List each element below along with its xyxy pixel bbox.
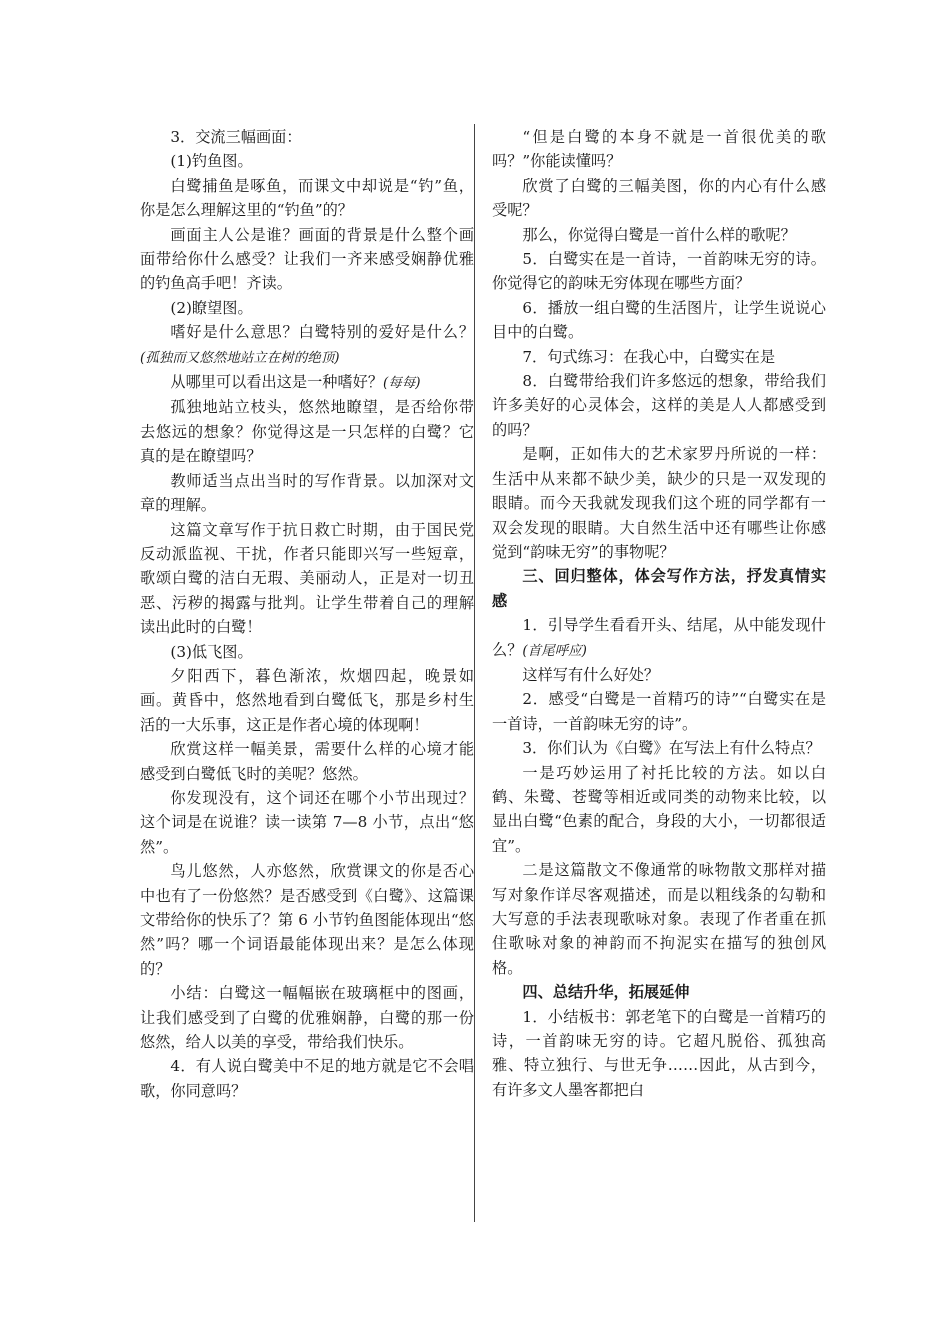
- paragraph-text: 嗜好是什么意思？白鹭特别的爱好是什么？: [170, 323, 474, 342]
- paragraph: 这篇文章写作于抗日救亡时期，由于国民党反动派监视、干扰，作者只能即兴写一些短章，歌颂白鹭的洁白无瑕、美丽动人，正是对一切丑恶、污秽的揭露与批判。让学生带着自己的理解读出此时的白鹭！: [140, 520, 474, 637]
- paragraph: 欣赏了白鹭的三幅美图，你的内心有什么感受呢？: [492, 176, 826, 220]
- paragraph: 7．句式练习：在我心中，白鹭实在是: [522, 347, 776, 366]
- paragraph: 二是这篇散文不像通常的咏物散文那样对描写对象作详尽客观描述，而是以粗线条的勾勒和大写意的手法表现歌咏对象。表现了作者重在抓住歌咏对象的神韵而不拘泥实在描写的独创风格。: [492, 861, 826, 977]
- paragraph: 4．有人说白鹭美中不足的地方就是它不会唱歌，你同意吗？: [140, 1057, 474, 1100]
- paragraph: [140, 320, 474, 370]
- paragraph-text: 1．引导学生看看开头、结尾，从中能发现什么？: [492, 616, 826, 659]
- answer-note: (首尾呼应): [522, 642, 587, 659]
- paragraph: 这样写有什么好处？: [522, 665, 660, 684]
- paragraph: 2．感受“白鹭是一首精巧的诗”“白鹭实在是一首诗，一首韵味无穷的诗”。: [492, 690, 826, 733]
- paragraph: 画面主人公是谁？画面的背景是什么整个画面带给你什么感受？让我们一齐来感受娴静优雅的钓鱼高手吧！齐读。: [140, 225, 474, 293]
- section-heading: 三、回归整体，体会写作方法，抒发真情实感: [492, 567, 826, 610]
- paragraph: 6．播放一组白鹭的生活图片，让学生说说心目中的白鹭。: [492, 298, 826, 342]
- paragraph: 你发现没有，这个词还在哪个小节出现过？这个词是在说谁？读一读第 7—8 小节，点出“悠然”。: [140, 788, 474, 856]
- column-divider: [474, 124, 475, 1222]
- paragraph: 夕阳西下，暮色渐浓，炊烟四起，晚景如画。黄昏中，悠然地看到白鹭低飞，那是乡村生活的一大乐事，这正是作者心境的体现啊！: [140, 666, 474, 734]
- paragraph: [492, 613, 826, 663]
- subheading: (1)钓鱼图。: [170, 152, 253, 171]
- paragraph: 8．白鹭带给我们许多悠远的想象，带给我们许多美好的心灵体会，这样的美是人人都感受到的吗？: [492, 372, 826, 439]
- paragraph: 教师适当点出当时的写作背景。以加深对文章的理解。: [140, 471, 474, 515]
- subheading: (3)低飞图。: [170, 642, 253, 661]
- paragraph: “但是白鹭的本身不就是一首很优美的歌吗？”你能读懂吗？: [492, 128, 826, 171]
- answer-note: (孤独而又悠然地站立在树的绝顶): [140, 349, 340, 366]
- paragraph: 5．白鹭实在是一首诗，一首韵味无穷的诗。你觉得它的韵味无穷体现在哪些方面？: [492, 250, 826, 293]
- paragraph: 3．交流三幅画面：: [170, 128, 302, 146]
- paragraph: 小结：白鹭这一幅幅嵌在玻璃框中的图画，让我们感受到了白鹭的优雅娴静，白鹭的那一份悠然，给人以美的享受，带给我们快乐。: [140, 984, 474, 1052]
- right-column: [492, 125, 826, 1102]
- left-column: [140, 125, 474, 1103]
- paragraph: 白鹭捕鱼是啄鱼，而课文中却说是“钓”鱼，你是怎么理解这里的“钓鱼”的？: [140, 176, 474, 220]
- answer-note: (每每): [383, 375, 421, 392]
- subheading: (2)瞭望图。: [170, 298, 253, 317]
- paragraph: [140, 370, 474, 395]
- paragraph-text: 从哪里可以看出这是一种嗜好？: [170, 373, 384, 392]
- paragraph: 孤独地站立枝头，悠然地瞭望，是否给你带去悠远的想象？你觉得这是一只怎样的白鹭？它真的是在瞭望吗？: [140, 398, 474, 466]
- paragraph: 3．你们认为《白鹭》在写法上有什么特点？: [522, 739, 821, 758]
- paragraph: 欣赏这样一幅美景，需要什么样的心境才能感受到白鹭低飞时的美呢？悠然。: [140, 740, 474, 783]
- paragraph: 一是巧妙运用了衬托比较的方法。如以白鹤、朱鹭、苍鹭等相近或同类的动物来比较，以显出白鹭“色素的配合，身段的大小，一切都很适宜”。: [492, 763, 826, 855]
- paragraph: 那么，你觉得白鹭是一首什么样的歌呢？: [522, 225, 796, 244]
- paragraph: 1．小结板书：郭老笔下的白鹭是一首精巧的诗，一首韵味无穷的诗。它超凡脱俗、孤独高雅、特立独行、与世无争……因此，从古到今，有许多文人墨客都把白: [492, 1007, 826, 1099]
- paragraph: 是啊，正如伟大的艺术家罗丹所说的一样：生活中从来都不缺少美，缺少的只是一双发现的眼睛。而今天我就发现我们这个班的同学都有一双会发现的眼睛。大自然生活中还有哪些让你感觉到“韵味无穷”的事物呢？: [492, 445, 826, 561]
- section-heading: 四、总结升华，拓展延伸: [522, 983, 690, 1002]
- paragraph: 鸟儿悠然，人亦悠然，欣赏课文的你是否心中也有了一份悠然？是否感受到《白鹭》、这篇课文带给你的快乐了？第 6 小节钓鱼图能体现出“悠然”吗？哪一个词语最能体现出来？是怎么体现的？: [140, 862, 474, 978]
